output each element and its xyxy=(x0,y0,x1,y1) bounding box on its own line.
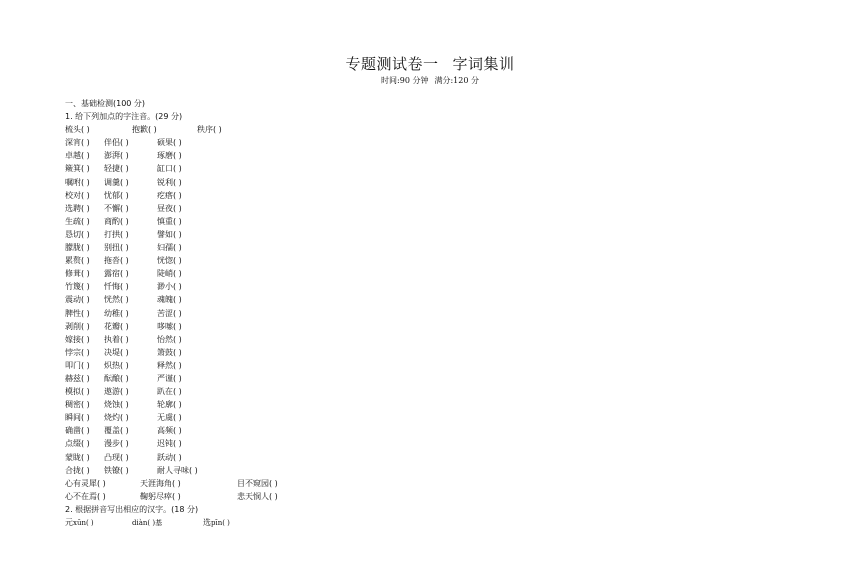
word-item: 执着( ) xyxy=(104,334,129,344)
word-item: 震动( ) xyxy=(65,295,90,305)
word-row xyxy=(65,320,485,333)
word-item: 别扭( ) xyxy=(104,243,129,253)
idiom-item: 悲天悯人( ) xyxy=(237,491,278,501)
word-row xyxy=(65,398,485,411)
word-item: 烧灼( ) xyxy=(104,413,129,423)
word-row xyxy=(65,202,485,215)
idiom-item: 目不窥园( ) xyxy=(237,478,278,488)
word-item: 酝酿( ) xyxy=(104,373,129,383)
word-row xyxy=(65,149,485,162)
word-item: 锐利( ) xyxy=(157,177,182,187)
word-item: 轻捷( ) xyxy=(104,164,129,174)
word-row xyxy=(65,385,485,398)
word-item: 忧郁( ) xyxy=(104,190,129,200)
word-item: 譬如( ) xyxy=(157,229,182,239)
idiom-item: 心有灵犀( ) xyxy=(65,478,106,488)
pinyin-item-a: 元xūn( ) xyxy=(65,518,94,527)
word-item: 澎湃( ) xyxy=(104,151,129,161)
word-item: 昼夜( ) xyxy=(157,203,182,213)
word-item: 幼稚( ) xyxy=(104,308,129,318)
word-item: 苦涩( ) xyxy=(157,308,182,318)
word-row xyxy=(65,346,485,359)
word-item: 疙瘩( ) xyxy=(157,190,182,200)
word-item: 跃动( ) xyxy=(157,452,182,462)
word-item: 嘱咐( ) xyxy=(65,177,90,187)
word-item: 抱歉( ) xyxy=(132,125,157,135)
word-item: 稠密( ) xyxy=(65,400,90,410)
word-row xyxy=(65,359,485,372)
word-row xyxy=(65,424,485,437)
word-item: 耐人寻味( ) xyxy=(157,465,198,475)
word-item: 赫兹( ) xyxy=(65,373,90,383)
word-item: 调羹( ) xyxy=(104,177,129,187)
word-row xyxy=(65,162,485,175)
word-item: 拖沓( ) xyxy=(104,256,129,266)
word-item: 商酌( ) xyxy=(104,216,129,226)
word-item: 簸箕( ) xyxy=(65,164,90,174)
word-item: 合拢( ) xyxy=(65,465,90,475)
word-item: 高频( ) xyxy=(157,426,182,436)
word-row xyxy=(65,241,485,254)
word-item: 趴在( ) xyxy=(157,387,182,397)
word-item: 铁镣( ) xyxy=(104,465,129,475)
word-item: 打拱( ) xyxy=(104,229,129,239)
word-item: 花瓣( ) xyxy=(104,321,129,331)
word-row xyxy=(65,451,485,464)
word-item: 决堤( ) xyxy=(104,347,129,357)
word-item: 修葺( ) xyxy=(65,269,90,279)
word-item: 恍惚( ) xyxy=(157,256,182,266)
word-item: 硕果( ) xyxy=(157,138,182,148)
word-item: 恳切( ) xyxy=(65,229,90,239)
word-row xyxy=(65,411,485,424)
exam-score: 满分:120 分 xyxy=(434,76,479,85)
word-row xyxy=(65,123,485,136)
pinyin-row xyxy=(65,516,485,529)
word-row xyxy=(65,267,485,280)
word-item: 覆盖( ) xyxy=(104,426,129,436)
word-item: 点缀( ) xyxy=(65,439,90,449)
word-item: 瞬间( ) xyxy=(65,413,90,423)
exam-time: 时间:90 分钟 xyxy=(381,76,429,85)
word-item: 忏悔( ) xyxy=(104,282,129,292)
word-item: 箫鼓( ) xyxy=(157,347,182,357)
word-row xyxy=(65,307,485,320)
idiom-item: 心不在焉( ) xyxy=(65,491,106,501)
word-item: 慎重( ) xyxy=(157,216,182,226)
word-row xyxy=(65,437,485,450)
word-item: 生疏( ) xyxy=(65,216,90,226)
word-row xyxy=(65,464,485,477)
word-row xyxy=(65,189,485,202)
word-item: 竹篾( ) xyxy=(65,282,90,292)
word-item: 叩门( ) xyxy=(65,360,90,370)
word-item: 无虞( ) xyxy=(157,413,182,423)
word-item: 模拟( ) xyxy=(65,387,90,397)
word-item: 深宵( ) xyxy=(65,138,90,148)
word-row xyxy=(65,228,485,241)
page-title xyxy=(0,53,860,74)
pinyin-item-c: 选pīn( ) xyxy=(203,518,230,527)
word-rows xyxy=(65,136,485,476)
word-item: 选聘( ) xyxy=(65,203,90,213)
word-item: 剥削( ) xyxy=(65,321,90,331)
word-item: 怡然( ) xyxy=(157,334,182,344)
word-item: 哆嗦( ) xyxy=(157,321,182,331)
word-item: 嫁接( ) xyxy=(65,334,90,344)
idiom-item: 鞠躬尽瘁( ) xyxy=(140,491,181,501)
word-item: 梳头( ) xyxy=(65,125,90,135)
word-item: 蒙眬( ) xyxy=(65,452,90,462)
word-item: 朦胧( ) xyxy=(65,243,90,253)
word-item: 遨游( ) xyxy=(104,387,129,397)
idiom-row xyxy=(65,477,485,490)
word-item: 释然( ) xyxy=(157,360,182,370)
idiom-rows xyxy=(65,477,485,503)
word-row xyxy=(65,280,485,293)
word-item: 琢磨( ) xyxy=(157,151,182,161)
word-item: 确凿( ) xyxy=(65,426,90,436)
word-item: 烧蚀( ) xyxy=(104,400,129,410)
question-1: 1. 给下列加点的字注音。(29 分) xyxy=(65,112,183,122)
question-2: 2. 根据拼音写出相应的汉字。(18 分) xyxy=(65,504,199,514)
word-item: 轮廓( ) xyxy=(157,400,182,410)
word-item: 不懈( ) xyxy=(104,203,129,213)
section-heading: 一、基础检测(100 分) xyxy=(65,99,146,108)
word-item: 魂魄( ) xyxy=(157,295,182,305)
word-item: 悖宗( ) xyxy=(65,347,90,357)
word-row xyxy=(65,372,485,385)
exam-content xyxy=(65,97,485,529)
word-item: 卓越( ) xyxy=(65,151,90,161)
word-row xyxy=(65,293,485,306)
word-item: 累赘( ) xyxy=(65,256,90,266)
idiom-row xyxy=(65,490,485,503)
word-item: 秩序( ) xyxy=(197,125,222,135)
exam-info xyxy=(0,75,860,86)
word-row xyxy=(65,333,485,346)
word-item: 露宿( ) xyxy=(104,269,129,279)
word-item: 凸现( ) xyxy=(104,452,129,462)
word-item: 伴侣( ) xyxy=(104,138,129,148)
word-row xyxy=(65,215,485,228)
word-item: 恍然( ) xyxy=(104,295,129,305)
word-item: 渺小( ) xyxy=(157,282,182,292)
word-item: 陡峭( ) xyxy=(157,269,182,279)
word-item: 校对( ) xyxy=(65,190,90,200)
word-item: 迟钝( ) xyxy=(157,439,182,449)
pinyin-item-b: diàn( )基 xyxy=(132,519,163,527)
word-row xyxy=(65,254,485,267)
title-main: 专题测试卷一 xyxy=(345,55,439,73)
idiom-item: 天涯海角( ) xyxy=(140,478,181,488)
word-item: 脾性( ) xyxy=(65,308,90,318)
word-row xyxy=(65,176,485,189)
title-sub: 字词集训 xyxy=(452,55,515,73)
word-item: 缸口( ) xyxy=(157,164,182,174)
word-row xyxy=(65,136,485,149)
word-item: 严谨( ) xyxy=(157,373,182,383)
word-item: 漫步( ) xyxy=(104,439,129,449)
word-item: 炽热( ) xyxy=(104,360,129,370)
word-item: 妇孺( ) xyxy=(157,243,182,253)
